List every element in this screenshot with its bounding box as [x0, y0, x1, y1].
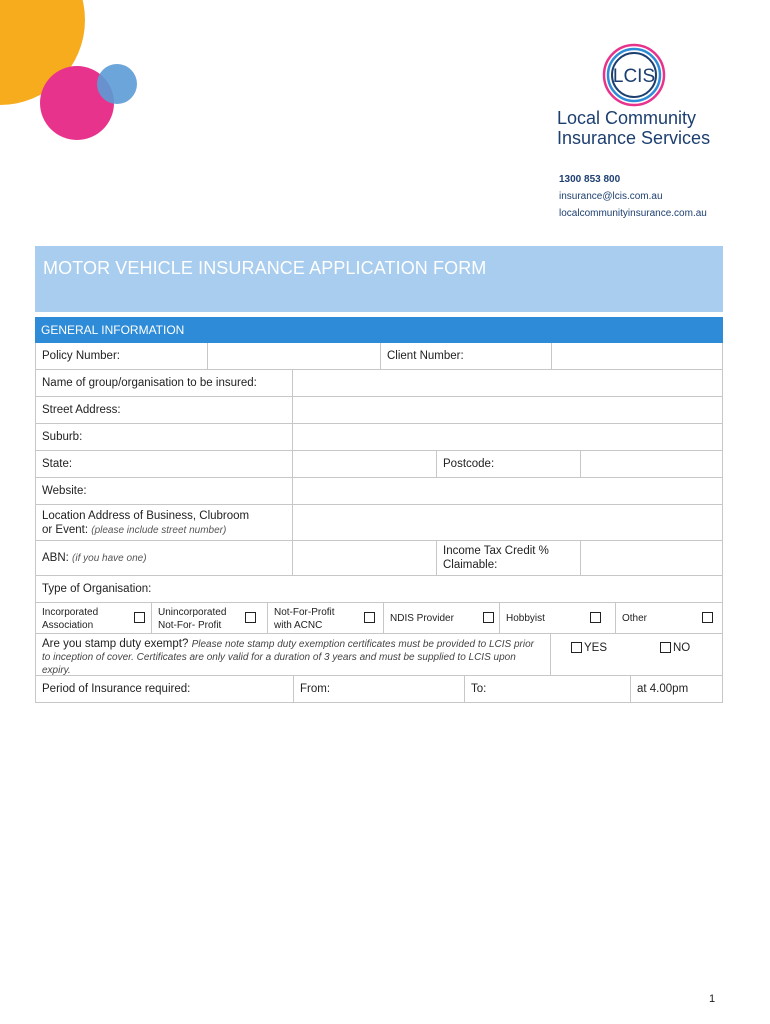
logo-name-line1: Local Community	[557, 108, 697, 128]
org-option-incorporated	[36, 603, 151, 633]
org-option-label-line1: Other	[622, 612, 648, 624]
contact-website[interactable]: localcommunityinsurance.com.au	[559, 208, 707, 219]
income-tax-credit-label	[436, 541, 580, 575]
row-group-name	[35, 370, 723, 397]
stamp-duty-no-label: NO	[673, 642, 691, 654]
stamp-duty-yes-checkbox[interactable]	[571, 642, 582, 653]
location-label-or-event: or Event:	[42, 524, 89, 536]
location-address-label	[36, 505, 292, 540]
org-option-unincorporated	[151, 603, 267, 633]
org-option-label-line1: NDIS Provider	[390, 612, 454, 624]
location-label-line1: Location Address of Business, Clubroom	[42, 510, 250, 522]
org-option-label-line1: Not-For-Profit	[274, 607, 335, 618]
abn-field[interactable]	[292, 541, 436, 575]
contact-phone: 1300 853 800	[559, 174, 621, 185]
street-address-label: Street Address:	[42, 404, 121, 416]
form-title-banner	[35, 246, 723, 312]
org-option-label-line2: Not-For- Profit	[158, 620, 222, 631]
org-checkbox-unincorporated[interactable]	[245, 612, 256, 623]
page-number: 1	[709, 993, 716, 1005]
abn-label-note: (if you have one)	[72, 552, 147, 564]
stamp-duty-note: Please note stamp duty exemption certificates must be provided to LCIS prior to inception of cover. Certificates are only valid for a duration of 3 years and must be supplied to LCIS upon expiry.	[42, 639, 534, 676]
client-number-label: Client Number:	[380, 343, 551, 369]
row-org-options	[35, 603, 723, 634]
stamp-duty-question	[36, 634, 550, 675]
contact-email[interactable]: insurance@lcis.com.au	[559, 191, 663, 202]
org-type-label: Type of Organisation:	[42, 583, 152, 595]
row-suburb	[35, 424, 723, 451]
suburb-field[interactable]	[292, 424, 722, 450]
period-time-label: at 4.00pm	[630, 676, 722, 702]
policy-number-field[interactable]	[207, 343, 380, 369]
org-option-hobbyist	[499, 603, 615, 633]
website-field[interactable]	[292, 478, 722, 504]
client-number-field[interactable]	[551, 343, 722, 369]
org-checkbox-incorporated[interactable]	[134, 612, 145, 623]
org-option-other	[615, 603, 722, 633]
postcode-field[interactable]	[580, 451, 722, 477]
period-label: Period of Insurance required:	[42, 683, 191, 695]
org-option-label-line2: Association	[42, 620, 94, 631]
policy-number-label: Policy Number:	[42, 350, 120, 362]
section-header: GENERAL INFORMATION	[35, 317, 723, 343]
org-option-acnc	[267, 603, 383, 633]
suburb-label: Suburb:	[42, 431, 83, 443]
abn-label-text: ABN:	[42, 552, 69, 564]
itc-label-line1: Income Tax Credit %	[443, 545, 549, 557]
decorative-blue-circle	[97, 64, 137, 104]
row-period	[35, 676, 723, 703]
row-location-address	[35, 505, 723, 541]
location-address-field[interactable]	[292, 505, 722, 540]
row-abn-itc	[35, 541, 723, 576]
org-option-label-line1: Incorporated	[42, 607, 99, 618]
postcode-label: Postcode:	[436, 451, 580, 477]
logo-company-name	[557, 108, 710, 148]
itc-label-line2: Claimable:	[443, 559, 498, 571]
stamp-duty-no-checkbox[interactable]	[660, 642, 671, 653]
state-field[interactable]	[292, 451, 436, 477]
org-checkbox-hobbyist[interactable]	[590, 612, 601, 623]
group-name-label: Name of group/organisation to be insured:	[42, 377, 257, 389]
org-option-label-line2: with ACNC	[274, 620, 323, 631]
row-policy-client	[35, 343, 723, 370]
contact-info	[559, 171, 707, 222]
row-state-postcode	[35, 451, 723, 478]
logo-mark-text: LCIS	[612, 66, 656, 87]
row-stamp-duty	[35, 634, 723, 676]
row-website	[35, 478, 723, 505]
income-tax-credit-field[interactable]	[580, 541, 722, 575]
org-option-label-line1: Hobbyist	[506, 612, 545, 624]
stamp-duty-yes-label: YES	[584, 642, 608, 654]
stamp-duty-no	[636, 634, 722, 675]
org-checkbox-other[interactable]	[702, 612, 713, 623]
row-org-type	[35, 576, 723, 603]
lcis-logo-mark-icon	[599, 42, 669, 108]
org-option-ndis	[383, 603, 499, 633]
org-checkbox-ndis[interactable]	[483, 612, 494, 623]
general-information-form	[35, 317, 723, 703]
org-option-label-line1: Unincorporated	[158, 607, 227, 618]
stamp-duty-question-text: Are you stamp duty exempt?	[42, 638, 189, 650]
website-label: Website:	[42, 485, 87, 497]
abn-label	[36, 541, 292, 575]
location-label-line2	[42, 523, 286, 537]
row-street-address	[35, 397, 723, 424]
form-title: MOTOR VEHICLE INSURANCE APPLICATION FORM	[43, 258, 487, 278]
street-address-field[interactable]	[292, 397, 722, 423]
org-checkbox-acnc[interactable]	[364, 612, 375, 623]
state-label: State:	[42, 458, 73, 470]
group-name-field[interactable]	[292, 370, 722, 396]
period-from-field[interactable]: From:	[293, 676, 464, 702]
location-label-note: (please include street number)	[91, 525, 227, 536]
period-to-field[interactable]: To:	[464, 676, 630, 702]
logo-name-line2: Insurance Services	[557, 128, 711, 148]
stamp-duty-yes	[550, 634, 636, 675]
